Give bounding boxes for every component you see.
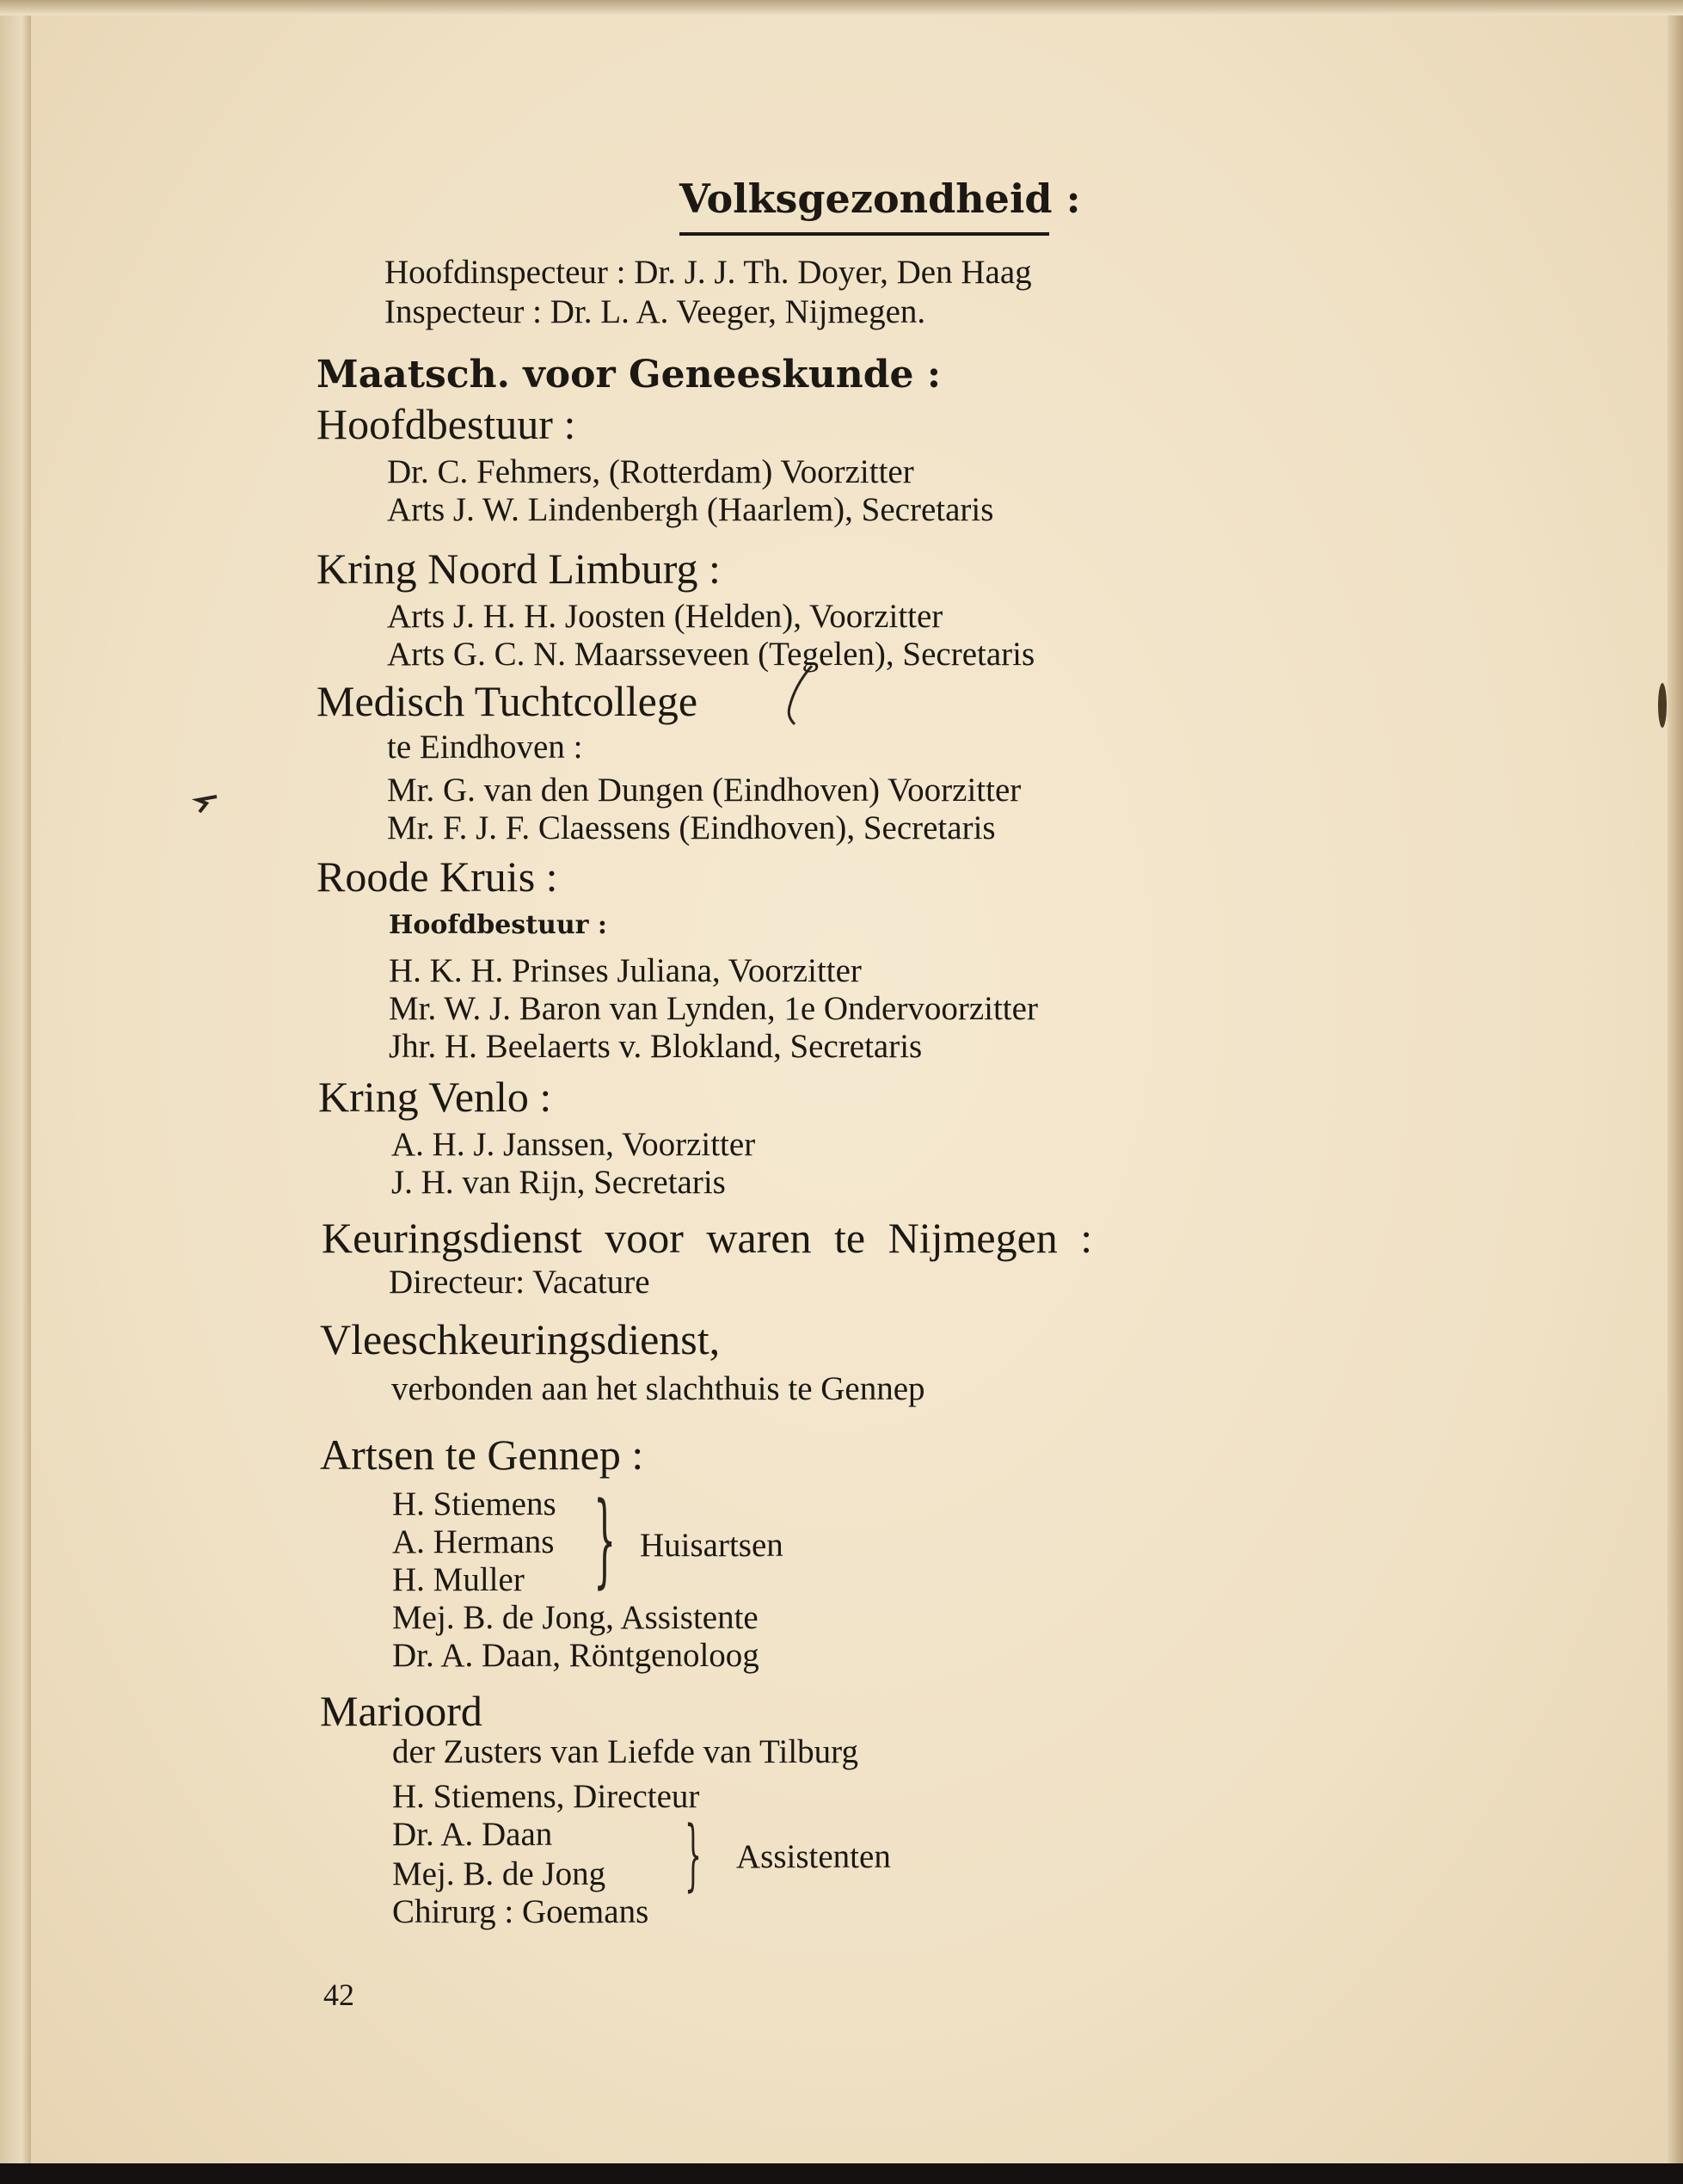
text-line: Arts J. W. Lindenbergh (Haarlem), Secretaris — [387, 491, 994, 528]
pencil-mark-icon — [191, 791, 220, 815]
section-heading: Keuringsdienst voor waren te Nijmegen : — [322, 1214, 1093, 1262]
page-bottom-edge — [0, 2163, 1683, 2184]
section-heading: Marioord — [320, 1687, 482, 1735]
text-line: Mr. F. J. F. Claessens (Eindhoven), Secretaris — [387, 809, 996, 846]
section-heading: Kring Venlo : — [318, 1073, 552, 1121]
binding-edge — [0, 0, 31, 2184]
page-top-edge — [0, 0, 1683, 15]
text-line: Arts J. H. H. Joosten (Helden), Voorzitter — [387, 598, 943, 635]
section-subheading: der Zusters van Liefde van Tilburg — [392, 1733, 858, 1770]
text-line: verbonden aan het slachthuis te Gennep — [391, 1370, 925, 1407]
text-line: J. H. van Rijn, Secretaris — [391, 1164, 726, 1201]
text-line: Hoofdinspecteur : Dr. J. J. Th. Doyer, Den Haag — [384, 254, 1032, 291]
text-line: Dr. A. Daan, Röntgenoloog — [392, 1637, 759, 1674]
text-line: H. K. H. Prinses Juliana, Voorzitter — [389, 952, 862, 989]
page-fold-icon — [1656, 680, 1668, 731]
text-line: Mr. G. van den Dungen (Eindhoven) Voorzitter — [387, 772, 1022, 809]
brace-icon: } — [685, 1810, 703, 1900]
page-edge — [1668, 0, 1683, 2184]
text-line: A. H. J. Janssen, Voorzitter — [391, 1126, 756, 1163]
text-line: H. Stiemens — [392, 1486, 556, 1523]
text-line: Jhr. H. Beelaerts v. Blokland, Secretaris — [389, 1028, 923, 1065]
section-heading: Roode Kruis : — [316, 852, 558, 901]
text-line: H. Stiemens, Directeur — [392, 1778, 700, 1815]
page-number: 42 — [323, 1978, 354, 2012]
text-line: Inspecteur : Dr. L. A. Veeger, Nijmegen. — [384, 293, 926, 330]
text-line: Mej. B. de Jong, Assistente — [392, 1599, 759, 1636]
text-line: Mej. B. de Jong — [392, 1855, 606, 1892]
section-heading: Hoofdbestuur : — [316, 400, 576, 448]
text-line: Dr. A. Daan — [392, 1816, 553, 1853]
section-subheading: Hoofdbestuur : — [389, 910, 608, 940]
section-subheading: te Eindhoven : — [387, 729, 583, 766]
group-label: Assistenten — [736, 1838, 891, 1875]
text-line: Chirurg : Goemans — [392, 1893, 649, 1930]
section-heading: Kring Noord Limburg : — [316, 544, 721, 593]
text-line: H. Muller — [392, 1561, 525, 1598]
section-heading: Maatsch. voor Geneeskunde : — [316, 353, 942, 397]
section-heading: Artsen te Gennep : — [320, 1430, 644, 1479]
page-title: Volksgezondheid : — [679, 175, 1081, 222]
text-line: Arts G. C. N. Maarsseveen (Tegelen), Secretaris — [387, 636, 1035, 673]
text-line: Directeur: Vacature — [389, 1264, 650, 1301]
text-line: A. Hermans — [392, 1523, 555, 1560]
brace-icon: } — [593, 1480, 617, 1598]
text-line: Mr. W. J. Baron van Lynden, 1e Ondervoorzitter — [389, 990, 1038, 1027]
text-line: Dr. C. Fehmers, (Rotterdam) Voorzitter — [387, 453, 914, 490]
title-underline — [679, 232, 1049, 236]
section-heading: Medisch Tuchtcollege — [316, 677, 698, 725]
section-heading: Vleeschkeuringsdienst, — [320, 1315, 721, 1363]
group-label: Huisartsen — [640, 1527, 783, 1564]
